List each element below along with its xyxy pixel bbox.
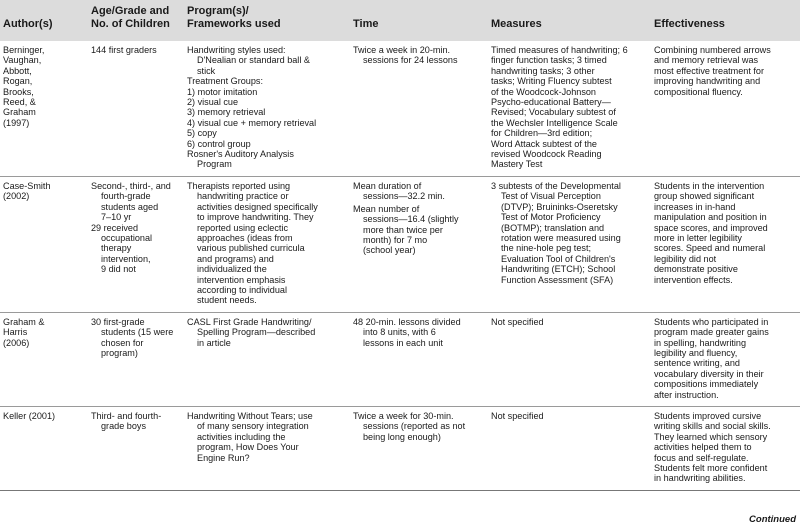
- cell-line: various published curricula: [197, 243, 305, 254]
- cell-line: reported using eclectic: [197, 222, 288, 233]
- cell-line: 1) motor imitation: [187, 86, 258, 97]
- cell-line: month) for 7 mo: [363, 234, 428, 245]
- cell-line: Mastery Test: [491, 159, 543, 170]
- cell-line: Program: [197, 159, 232, 170]
- cell-line: Twice a week in 20-min.: [353, 45, 451, 55]
- cell-line: handwriting practice or: [197, 191, 289, 202]
- cell-line: Second-, third-, and: [91, 180, 171, 191]
- cell-author: [0, 312, 88, 406]
- cell-line: legibility did not: [654, 253, 717, 264]
- cell-line: lessons in each unit: [363, 337, 443, 348]
- cell-effectiveness: [651, 176, 800, 312]
- cell-line: group showed significant: [654, 191, 755, 202]
- cell-line: Berninger,: [3, 45, 45, 55]
- cell-age: [88, 312, 184, 406]
- cell-line: Handwriting (ETCH); School: [501, 264, 616, 275]
- cell-line: being long enough): [363, 431, 441, 442]
- cell-time: [350, 41, 488, 176]
- cell-line: activities including the: [197, 431, 286, 442]
- cell-line: of many sensory integration: [197, 421, 309, 432]
- cell-line: Brooks,: [3, 86, 34, 97]
- cell-line: tasks; Writing Fluency subtest: [491, 76, 612, 87]
- cell-program: [184, 407, 350, 491]
- cell-line: therapy: [101, 243, 132, 254]
- cell-line: No. of Children: [91, 17, 170, 30]
- cell-line: intervention,: [101, 253, 151, 264]
- cell-line: Not specified: [491, 411, 544, 421]
- cell-line: Combining numbered arrows: [654, 45, 771, 55]
- cell-line: D'Nealian or standard ball &: [197, 55, 310, 66]
- cell-line: Effectiveness: [654, 17, 725, 30]
- cell-line: 2) visual cue: [187, 97, 239, 108]
- cell-line: CASL First Grade Handwriting/: [187, 316, 312, 327]
- cell-line: 9 did not: [101, 264, 136, 275]
- table-row: [0, 41, 800, 176]
- header-author: [0, 0, 88, 41]
- cell-program: [184, 312, 350, 406]
- cell-line: Word Attack subtest of the: [491, 138, 597, 149]
- cell-line: vocabulary diversity in their: [654, 368, 764, 379]
- cell-line: Test of Visual Perception: [501, 191, 601, 202]
- table-header: [0, 0, 800, 41]
- cell-line: 6) control group: [187, 138, 251, 149]
- cell-line: writing skills and social skills.: [654, 421, 771, 432]
- cell-line: sessions (reported as not: [363, 421, 466, 432]
- cell-line: Not specified: [491, 316, 544, 327]
- cell-line: grade boys: [101, 421, 146, 432]
- cell-line: Timed measures of handwriting; 6: [491, 45, 628, 55]
- table-row: [0, 312, 800, 406]
- cell-line: space scores, and improved: [654, 222, 768, 233]
- cell-author: [0, 176, 88, 312]
- cell-line: Author(s): [3, 17, 53, 30]
- cell-line: into 8 units, with 6: [363, 327, 436, 338]
- cell-line: program): [101, 347, 138, 358]
- cell-line: Vaughan,: [3, 55, 42, 66]
- cell-line: students aged: [101, 201, 159, 212]
- cell-line: Twice a week for 30-min.: [353, 411, 454, 421]
- cell-line: increases in in-hand: [654, 201, 736, 212]
- cell-line: approaches (ideas from: [197, 232, 293, 243]
- cell-line: Mean number of: [353, 203, 420, 214]
- cell-effectiveness: [651, 312, 800, 406]
- cell-measures: [488, 41, 651, 176]
- cell-line: rotation were measured using: [501, 232, 621, 243]
- header-row: [0, 0, 800, 41]
- cell-author: [0, 407, 88, 491]
- cell-line: the nine-hole peg test;: [501, 243, 591, 254]
- cell-line: Frameworks used: [187, 17, 281, 30]
- cell-line: revised Woodcock Reading: [491, 149, 602, 160]
- cell-line: Students improved cursive: [654, 411, 762, 421]
- cell-age: [88, 41, 184, 176]
- cell-line: fourth-grade: [101, 191, 151, 202]
- cell-line: in spelling, handwriting: [654, 337, 747, 348]
- cell-line: handwriting tasks; 3 other: [491, 65, 595, 76]
- cell-line: Abbott,: [3, 65, 32, 76]
- cell-author: [0, 41, 88, 176]
- header-age: [88, 0, 184, 41]
- cell-line: demonstrate positive: [654, 264, 738, 275]
- cell-line: Handwriting Without Tears; use: [187, 411, 313, 421]
- cell-line: activities designed specifically: [197, 201, 318, 212]
- cell-line: in handwriting abilities.: [654, 473, 746, 484]
- cell-line: for Children—3rd edition;: [491, 128, 593, 139]
- cell-line: sessions—16.4 (slightly: [363, 214, 459, 225]
- cell-line: and programs) and: [197, 253, 274, 264]
- cell-line: Test of Motor Proficiency: [501, 212, 601, 223]
- cell-line: manipulation and position in: [654, 212, 767, 223]
- continued-label: Continued: [749, 514, 796, 525]
- cell-line: chosen for: [101, 337, 144, 348]
- cell-line: Harris: [3, 327, 28, 338]
- table-row: [0, 176, 800, 312]
- cell-line: compositional fluency.: [654, 86, 743, 97]
- cell-line: individualized the: [197, 264, 267, 275]
- cell-line: Case-Smith: [3, 180, 51, 191]
- cell-line: (1997): [3, 117, 30, 128]
- cell-line: Graham &: [3, 316, 45, 327]
- cell-line: Measures: [491, 17, 542, 30]
- cell-line: activities helped them to: [654, 442, 752, 453]
- cell-line: (school year): [363, 245, 416, 256]
- cell-line: intervention emphasis: [197, 274, 286, 285]
- cell-age: [88, 176, 184, 312]
- cell-line: program made greater gains: [654, 327, 769, 338]
- cell-measures: [488, 407, 651, 491]
- cell-line: 3) memory retrieval: [187, 107, 266, 118]
- cell-time: [350, 312, 488, 406]
- cell-line: sessions—32.2 min.: [363, 191, 445, 202]
- cell-line: Spelling Program—described: [197, 327, 316, 338]
- cell-line: Mean duration of: [353, 180, 422, 191]
- cell-line: Rogan,: [3, 76, 33, 87]
- cell-line: 5) copy: [187, 128, 217, 139]
- cell-line: the Wechsler Intelligence Scale: [491, 117, 618, 128]
- cell-line: Evaluation Tool of Children's: [501, 253, 616, 264]
- cell-line: after instruction.: [654, 389, 719, 400]
- cell-line: compositions immediately: [654, 379, 759, 390]
- cell-line: of the Woodcock-Johnson: [491, 86, 596, 97]
- cell-line: Graham: [3, 107, 36, 118]
- cell-line: Third- and fourth-: [91, 411, 162, 421]
- cell-time: [350, 176, 488, 312]
- cell-line: Program(s)/: [187, 5, 249, 17]
- cell-age: [88, 407, 184, 491]
- cell-line: Rosner's Auditory Analysis: [187, 149, 294, 160]
- header-time: [350, 0, 488, 41]
- cell-measures: [488, 176, 651, 312]
- cell-line: 144 first graders: [91, 45, 157, 55]
- cell-line: Handwriting styles used:: [187, 45, 286, 55]
- cell-measures: [488, 312, 651, 406]
- cell-line: Students in the intervention: [654, 180, 765, 191]
- cell-line: Keller (2001): [3, 411, 56, 421]
- cell-line: 4) visual cue + memory retrieval: [187, 117, 317, 128]
- cell-line: Treatment Groups:: [187, 76, 263, 87]
- cell-line: Function Assessment (SFA): [501, 274, 614, 285]
- cell-line: to improve handwriting. They: [197, 212, 314, 223]
- cell-line: improving handwriting and: [654, 76, 761, 87]
- cell-line: (2002): [3, 191, 30, 202]
- cell-line: program, How Does Your: [197, 442, 299, 453]
- table-row: [0, 407, 800, 491]
- cell-program: [184, 41, 350, 176]
- cell-line: Psycho-educational Battery—: [491, 97, 611, 108]
- cell-line: students (15 were: [101, 327, 174, 338]
- cell-line: (2006): [3, 337, 30, 348]
- cell-line: Engine Run?: [197, 452, 250, 463]
- cell-line: finger function tasks; 3 timed: [491, 55, 607, 66]
- cell-line: 30 first-grade: [91, 316, 145, 327]
- header-program: [184, 0, 350, 41]
- cell-line: They learned which sensory: [654, 431, 768, 442]
- cell-line: Therapists reported using: [187, 180, 291, 191]
- cell-line: occupational: [101, 232, 153, 243]
- cell-line: legibility and fluency,: [654, 347, 738, 358]
- cell-line: 3 subtests of the Developmental: [491, 180, 621, 191]
- cell-line: Students felt more confident: [654, 463, 768, 474]
- cell-line: focus and self-regulate.: [654, 452, 749, 463]
- cell-effectiveness: [651, 407, 800, 491]
- cell-line: stick: [197, 65, 216, 76]
- cell-line: more than twice per: [363, 224, 443, 235]
- cell-line: Students who participated in: [654, 316, 769, 327]
- cell-line: 48 20-min. lessons divided: [353, 316, 461, 327]
- cell-line: most effective treatment for: [654, 65, 765, 76]
- cell-effectiveness: [651, 41, 800, 176]
- cell-line: 29 received: [91, 222, 139, 233]
- cell-line: according to individual: [197, 284, 287, 295]
- cell-line: 7–10 yr: [101, 212, 132, 223]
- cell-line: student needs.: [197, 295, 257, 306]
- cell-line: (BOTMP); translation and: [501, 222, 605, 233]
- cell-line: more in letter legibility: [654, 232, 742, 243]
- cell-line: Time: [353, 17, 379, 30]
- cell-time: [350, 407, 488, 491]
- header-measures: [488, 0, 651, 41]
- cell-program: [184, 176, 350, 312]
- cell-line: Reed, &: [3, 97, 36, 108]
- cell-line: intervention effects.: [654, 274, 733, 285]
- cell-line: in article: [197, 337, 231, 348]
- cell-line: scores. Speed and numeral: [654, 243, 766, 254]
- cell-line: and memory retrieval was: [654, 55, 759, 66]
- header-effectiveness: [651, 0, 800, 41]
- cell-line: sentence writing, and: [654, 358, 740, 369]
- cell-line: Age/Grade and: [91, 5, 170, 17]
- cell-line: Revised; Vocabulary subtest of: [491, 107, 616, 118]
- table-body: [0, 41, 800, 490]
- cell-line: sessions for 24 lessons: [363, 55, 458, 66]
- cell-line: (DTVP); Bruininks-Oseretsky: [501, 201, 618, 212]
